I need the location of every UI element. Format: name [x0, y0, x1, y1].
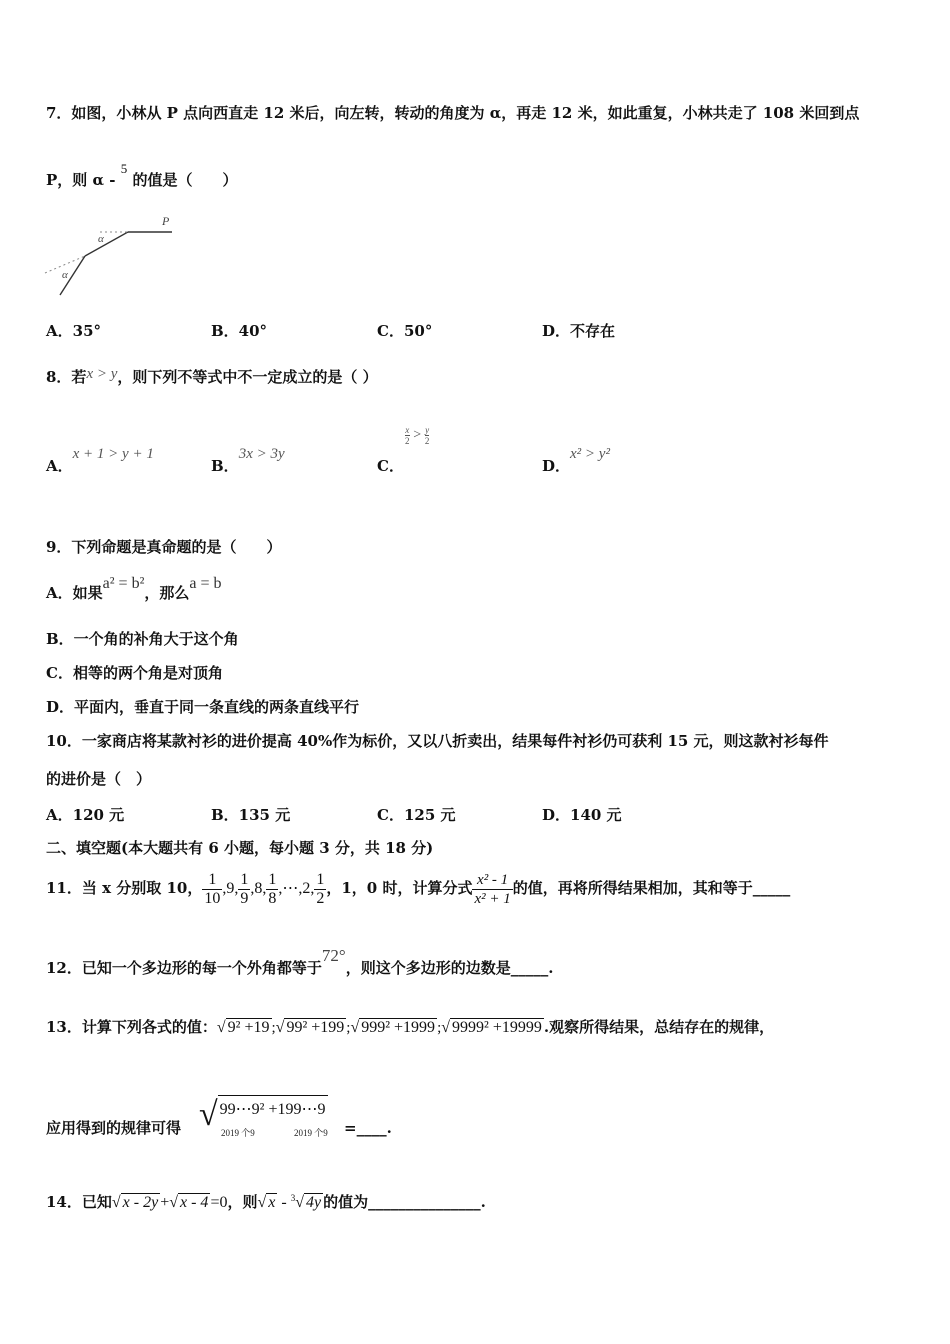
q11-frac-1-num: 1	[202, 871, 222, 890]
q10-line1: 10．一家商店将某款衬衫的进价提高 40%作为标价，又以八折卖出，结果每件衬衫仍可获利 15 元，则这款衬衫每件	[46, 732, 829, 750]
q13-root-3: √ 999² +1999	[350, 1019, 436, 1036]
q13-big-root-rad: 99⋯9² +199⋯9	[218, 1095, 328, 1119]
q7-line1: 7．如图，小林从 P 点向西直走 12 米后，向左转，转动的角度为 α，再走 12 米，如此重复，小林共走了 108 米回到点	[46, 104, 860, 122]
q7-option-a[interactable]: A．35°	[46, 322, 102, 340]
q13-root-2: √ 99² +199	[275, 1019, 345, 1036]
q14-root-3: √ x	[257, 1194, 276, 1211]
q14-line	[46, 1185, 486, 1216]
q14-root-1: √ x - 2y	[111, 1194, 159, 1211]
q14-mid: ，则	[227, 1193, 258, 1211]
q13-big-root-sign: √	[199, 1096, 218, 1133]
q11-fraction	[472, 871, 512, 908]
q7-option-d[interactable]: D．不存在	[542, 322, 616, 340]
q8-label-b: B．	[211, 457, 239, 475]
q8-label-d: D．	[542, 457, 571, 475]
q7-line2-a: P，则 α -	[46, 171, 121, 189]
q14-suffix: 的值为_______________.	[323, 1193, 486, 1211]
q11-term-2: ,8,	[250, 880, 267, 897]
q13-line2-suffix: =____.	[344, 1119, 392, 1137]
q13-under-1: 2019 个9	[221, 1128, 255, 1138]
q7-option-b[interactable]: B．40°	[211, 322, 268, 340]
q13-sep-2: ;	[346, 1020, 351, 1036]
q9-stem: 9．下列命题是真命题的是（ ）	[46, 538, 282, 556]
q9-option-b[interactable]: B．一个角的补角大于这个角	[46, 630, 239, 648]
q10-option-c[interactable]: C．125 元	[377, 806, 456, 824]
q11-mid: ，1，0 时，计算分式	[326, 879, 473, 897]
q13-root-4: √ 9999² +19999	[441, 1019, 542, 1036]
q7-line2	[46, 161, 238, 190]
q7-figure-label-p: P	[162, 214, 170, 228]
q11-frac-2-den: 9	[240, 889, 249, 907]
q13-line2-prefix: 应用得到的规律可得	[46, 1119, 182, 1137]
q14-root-3-rad: x	[268, 1194, 276, 1211]
q14-minus: -	[277, 1194, 291, 1211]
q8-c-frac-right	[425, 425, 430, 446]
q11-frac-2	[238, 871, 250, 908]
q14-plus: +	[160, 1194, 170, 1211]
section-2-heading: 二、填空题(本大题共有 6 小题，每小题 3 分，共 18 分)	[46, 839, 434, 857]
q11-frac-1	[202, 871, 222, 908]
q9-option-a[interactable]	[46, 575, 222, 604]
q11-frac-3	[266, 871, 278, 908]
q11-frac-1-den: 10	[204, 889, 221, 907]
q8-option-d[interactable]	[542, 446, 610, 476]
q9-option-c[interactable]: C．相等的两个角是对顶角	[46, 664, 223, 682]
q11-fraction-num: x² - 1	[472, 871, 512, 890]
q13-line2	[46, 1118, 181, 1138]
q8-label-c: C．	[377, 457, 404, 475]
q8-option-c[interactable]	[377, 425, 430, 476]
q10-option-d[interactable]: D．140 元	[542, 806, 622, 824]
q14-cube-index: 3	[290, 1193, 296, 1203]
q11-line	[46, 866, 790, 911]
q14-root-4: √ 4y	[295, 1194, 322, 1211]
q12-suffix: ，则这个多边形的边数是_____.	[345, 959, 554, 977]
q11-prefix: 11．当 x 分别取 10，	[46, 879, 203, 897]
q8-c-gt: >	[413, 427, 422, 443]
q11-frac-4-den: 2	[316, 889, 325, 907]
q13-line1	[46, 1014, 774, 1041]
q13-prefix: 13．计算下列各式的值：	[46, 1018, 217, 1036]
q7-figure-seg2	[85, 232, 128, 256]
q10-option-a[interactable]: A．120 元	[46, 806, 125, 824]
q14-root-2: √ x - 4	[169, 1194, 209, 1211]
q8-math-d: x² > y²	[570, 446, 610, 462]
q12-angle: 72°	[321, 946, 346, 965]
q8-option-b[interactable]	[211, 446, 285, 476]
q7-figure-alpha2: α	[62, 269, 68, 281]
q8-stem-math: x > y	[86, 366, 118, 382]
q10-option-b[interactable]: B．135 元	[211, 806, 291, 824]
q8-math-c	[405, 425, 429, 446]
q13-root-2-rad: 99² +199	[286, 1019, 345, 1036]
q9-option-d[interactable]: D．平面内，垂直于同一条直线的两条直线平行	[46, 698, 360, 716]
q12-line	[46, 946, 554, 978]
q8-c-y: y	[425, 425, 430, 435]
q11-frac-3-den: 8	[268, 889, 277, 907]
q7-figure	[40, 210, 180, 302]
q11-frac-4-num: 1	[316, 870, 325, 888]
q9-a-mid: ，那么	[144, 584, 190, 602]
q8-c-x: x	[405, 425, 410, 435]
q8-stem	[46, 367, 378, 388]
q8-c-den-left: 2	[405, 436, 410, 446]
q7-line2-b: 的值是（ ）	[127, 171, 238, 189]
q13-sep-3: ;	[437, 1020, 442, 1036]
q13-root-1: √ 9² +19	[216, 1019, 270, 1036]
q13-root-4-rad: 9999² +19999	[452, 1019, 542, 1036]
q14-root-4-rad: 4y	[305, 1194, 322, 1211]
q11-suffix: 的值，再将所得结果相加，其和等于_____	[512, 879, 791, 897]
q14-eq: =0	[210, 1194, 228, 1211]
q7-figure-alpha1: α	[98, 233, 104, 245]
q9-a-math1: a² = b²	[102, 575, 145, 592]
q11-frac-2-num: 1	[240, 870, 249, 888]
q12-prefix: 12．已知一个多边形的每一个外角都等于	[46, 959, 322, 977]
q14-prefix: 14．已知	[46, 1193, 112, 1211]
q9-a-prefix: A．如果	[46, 584, 103, 602]
q14-root-1-rad: x - 2y	[122, 1194, 159, 1211]
q14-root-2-rad: x - 4	[180, 1194, 209, 1211]
q8-stem-a: 8．若	[46, 368, 87, 386]
q7-exponent: 5	[120, 161, 128, 176]
q7-option-c[interactable]: C．50°	[377, 322, 433, 340]
q13-under-2: 2019 个9	[294, 1128, 328, 1138]
q11-fraction-den: x² + 1	[474, 890, 511, 907]
q8-c-frac-left	[405, 425, 410, 446]
q13-root-3-rad: 999² +1999	[361, 1019, 436, 1036]
q10-line2: 的进价是（ ）	[46, 770, 152, 788]
q13-suffix: .观察所得结果，总结存在的规律，	[543, 1018, 775, 1036]
q8-stem-b: ，则下列不等式中不一定成立的是（ ）	[117, 368, 378, 386]
q13-root-1-rad: 9² +19	[227, 1019, 270, 1036]
q11-frac-4	[314, 871, 326, 908]
q8-option-a[interactable]	[46, 446, 154, 476]
q8-math-a: x + 1 > y + 1	[72, 446, 154, 462]
q8-label-a: A．	[46, 457, 73, 475]
q8-c-den-right: 2	[424, 436, 430, 446]
q11-term-1: ,9,	[222, 880, 239, 897]
q8-math-b: 3x > 3y	[238, 446, 285, 462]
q13-sep-1: ;	[271, 1020, 276, 1036]
q9-a-math2: a = b	[189, 575, 222, 592]
q11-frac-3-num: 1	[268, 870, 277, 888]
q11-term-3: ,⋯,2,	[278, 880, 315, 897]
